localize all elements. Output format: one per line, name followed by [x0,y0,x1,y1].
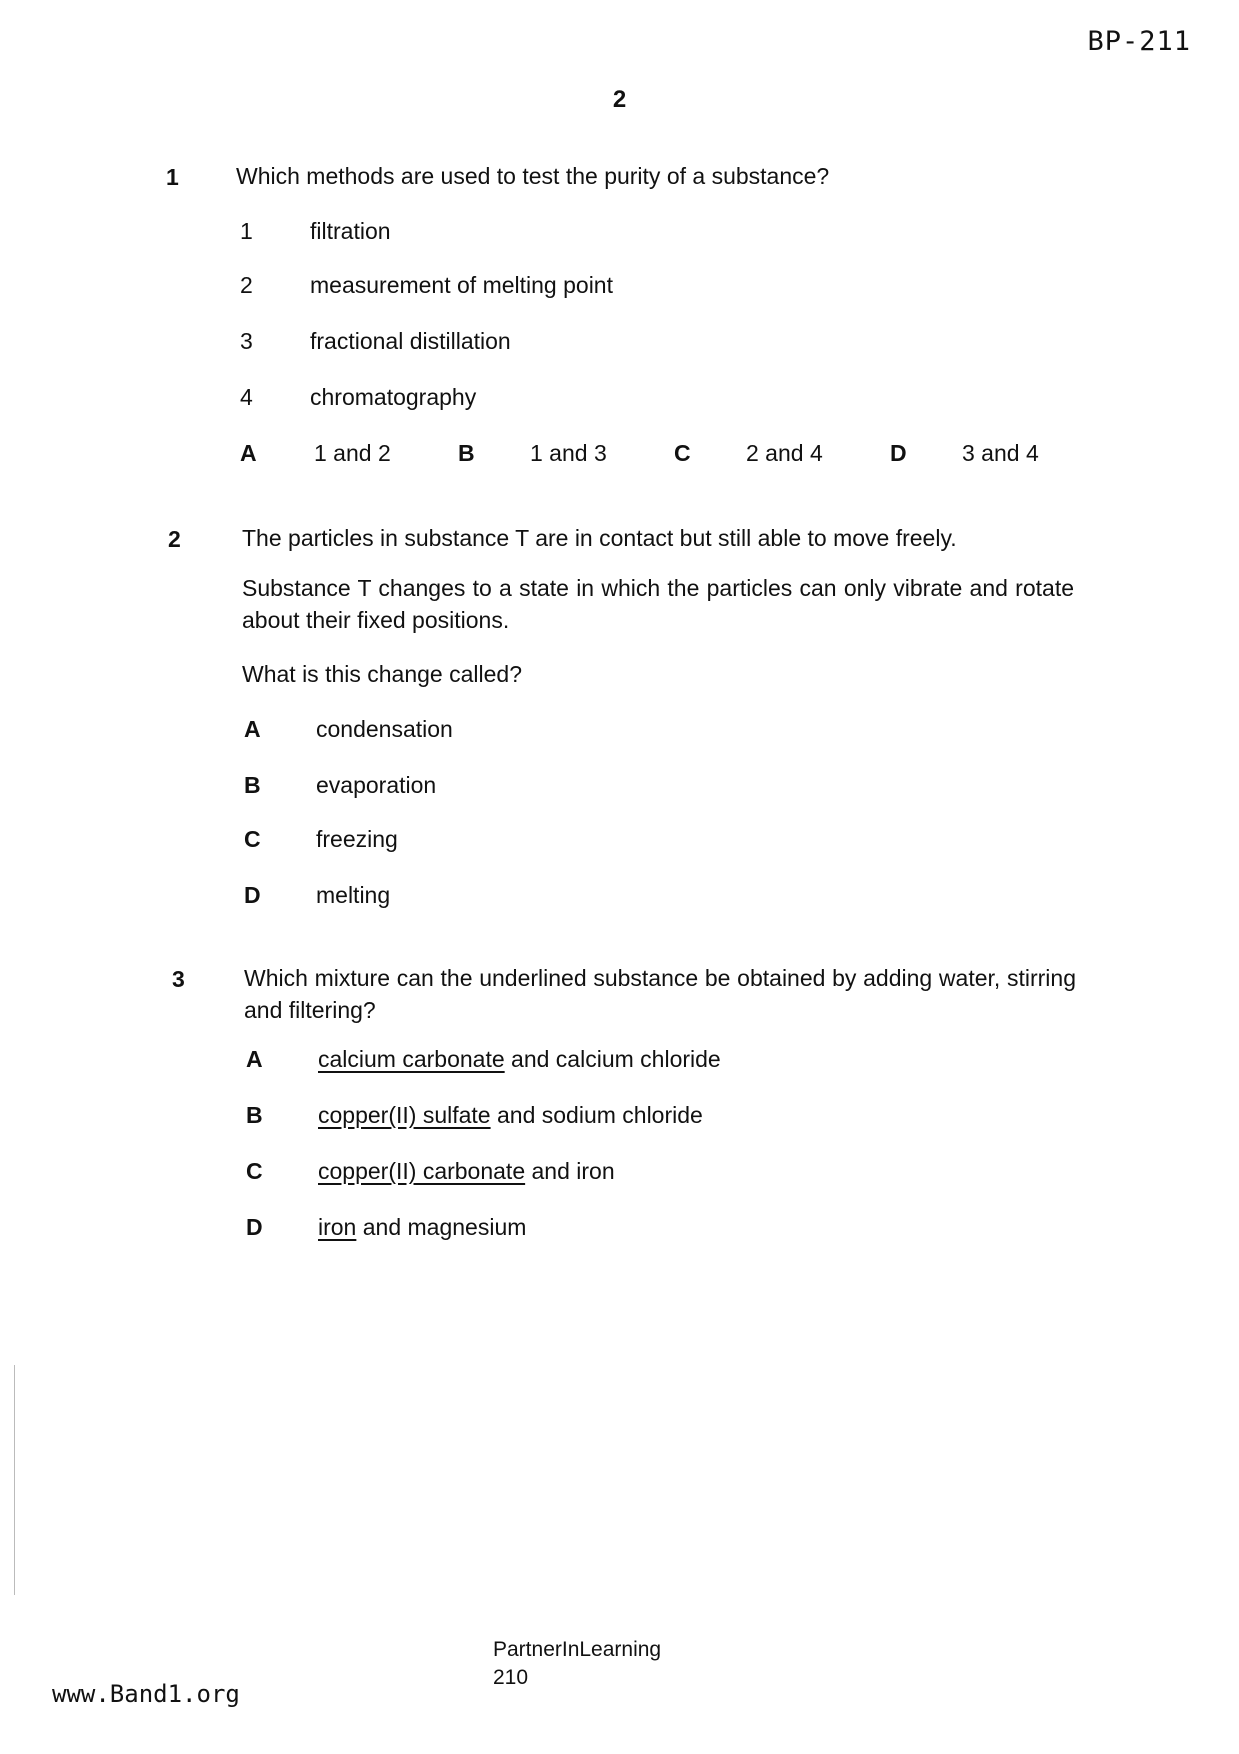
option-rest: and magnesium [356,1214,527,1240]
option-rest: and sodium chloride [490,1102,703,1128]
option-text: condensation [316,716,453,742]
option-letter: A [246,1046,263,1072]
footer-page-number: 210 [493,1666,529,1689]
statement-number: 1 [240,218,253,244]
statement-text: fractional distillation [310,328,511,354]
option-letter: C [244,826,261,852]
statement-text: filtration [310,218,391,244]
question-text: Which methods are used to test the purity of a substance? [236,163,830,189]
footer-url: www.Band1.org [52,1680,240,1708]
option-text-b: 1 and 3 [530,440,607,466]
page-code: BP-211 [1087,26,1191,57]
option-rest: and iron [525,1158,615,1184]
option-letter-c: C [674,440,691,466]
option-letter: C [246,1158,263,1184]
option-text [318,1158,615,1185]
question-number: 1 [166,164,179,190]
question-number: 2 [168,526,181,552]
option-text [318,1046,721,1073]
option-letter: A [244,716,261,742]
question-paragraph-3: What is this change called? [242,661,522,687]
footer-partner-name: PartnerInLearning [493,1638,662,1661]
option-text [318,1102,703,1129]
option-text [318,1214,526,1241]
underlined-substance: iron [318,1214,357,1240]
option-letter: B [246,1102,263,1128]
option-letter: D [246,1214,263,1240]
scan-edge-line [14,1365,15,1595]
underlined-substance: copper(II) carbonate [318,1158,526,1184]
question-number: 3 [172,966,185,992]
option-text-c: 2 and 4 [746,440,823,466]
statement-number: 4 [240,384,253,410]
option-text-d: 3 and 4 [962,440,1039,466]
option-letter-b: B [458,440,475,466]
page-number: 2 [612,86,627,113]
statement-text: chromatography [310,384,477,410]
underlined-substance: copper(II) sulfate [318,1102,491,1128]
option-text: melting [316,882,391,908]
option-text: freezing [316,826,398,852]
option-letter-d: D [890,440,907,466]
statement-number: 3 [240,328,253,354]
option-text-a: 1 and 2 [314,440,391,466]
question-paragraph-1: The particles in substance T are in contact but still able to move freely. [242,525,957,551]
option-letter: B [244,772,261,798]
statement-text: measurement of melting point [310,272,613,298]
option-rest: and calcium chloride [504,1046,721,1072]
statement-number: 2 [240,272,253,298]
question-text: Which mixture can the underlined substance be obtained by adding water, stirring and filtering? [244,965,1076,1023]
option-letter-a: A [240,440,257,466]
option-text: evaporation [316,772,437,798]
footer-partner [493,1636,661,1692]
question-paragraph-2: Substance T changes to a state in which the particles can only vibrate and rotate about their fixed positions. [242,575,1074,633]
option-letter: D [244,882,261,908]
underlined-substance: calcium carbonate [318,1046,505,1072]
